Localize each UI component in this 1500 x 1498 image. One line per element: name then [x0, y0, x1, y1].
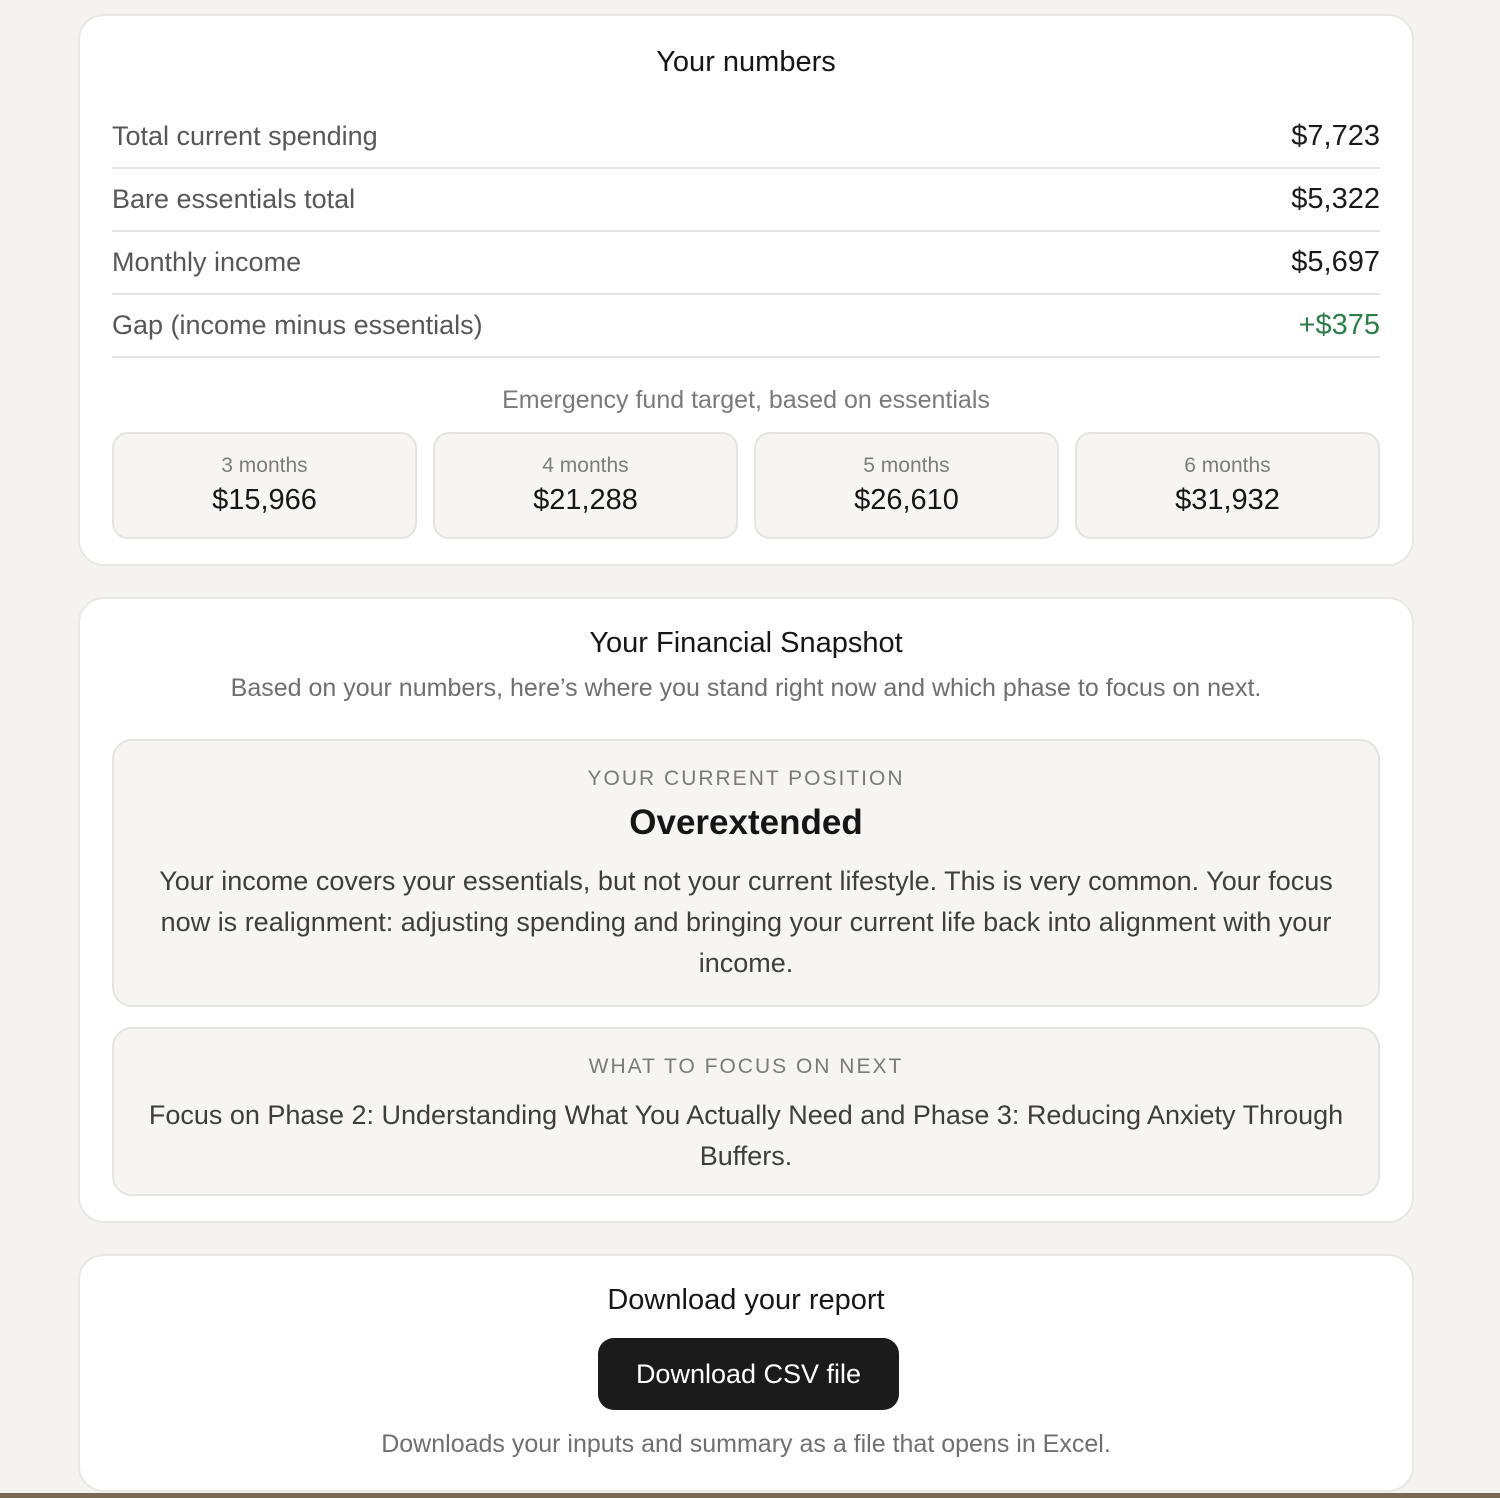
download-title: Download your report: [607, 1284, 885, 1316]
download-csv-button[interactable]: Download CSV file: [598, 1338, 899, 1410]
row-value: $7,723: [1291, 120, 1380, 152]
row-value: $5,322: [1291, 183, 1380, 215]
row-value: $5,697: [1291, 246, 1380, 278]
focus-next-eyebrow: WHAT TO FOCUS ON NEXT: [588, 1055, 904, 1078]
gap-value: +$375: [1298, 309, 1380, 341]
emergency-fund-tile-3-months: [112, 432, 417, 539]
your-numbers-card: [78, 14, 1414, 566]
tile-months: 6 months: [1184, 454, 1271, 477]
emergency-fund-tile-5-months: [754, 432, 1059, 539]
current-position-eyebrow: YOUR CURRENT POSITION: [587, 767, 905, 790]
numbers-list: [112, 106, 1380, 358]
row-label: Total current spending: [112, 121, 378, 151]
download-note: Downloads your inputs and summary as a file that opens in Excel.: [381, 1430, 1111, 1458]
tile-months: 4 months: [542, 454, 629, 477]
current-position-heading: Overextended: [629, 803, 863, 842]
financial-snapshot-card: [78, 597, 1414, 1223]
snapshot-title: Your Financial Snapshot: [589, 627, 903, 659]
row-label: Gap (income minus essentials): [112, 310, 483, 340]
tile-amount: $31,932: [1175, 484, 1280, 516]
emergency-fund-grid: [112, 432, 1380, 539]
focus-next-body: Focus on Phase 2: Understanding What You Actually Need and Phase 3: Reducing Anxiety Through Buffers.: [148, 1100, 1344, 1171]
emergency-fund-tile-4-months: [433, 432, 738, 539]
your-numbers-title: Your numbers: [656, 46, 836, 78]
row-gap: [112, 295, 1380, 358]
row-monthly-income: [112, 232, 1380, 295]
emergency-fund-caption: Emergency fund target, based on essentials: [502, 386, 990, 414]
snapshot-subtitle: Based on your numbers, here’s where you stand right now and which phase to focus on next.: [230, 674, 1262, 702]
tile-amount: $26,610: [854, 484, 959, 516]
tile-months: 3 months: [221, 454, 308, 477]
row-label: Bare essentials total: [112, 184, 356, 214]
focus-next-panel: [112, 1027, 1380, 1196]
current-position-body: Your income covers your essentials, but not your current lifestyle. This is very common. Your focus now is realignment: adjusting spending and bringing your current life back into alignment with your income.: [159, 866, 1333, 978]
row-bare-essentials-total: [112, 169, 1380, 232]
row-label: Monthly income: [112, 247, 302, 277]
tile-amount: $21,288: [533, 484, 638, 516]
emergency-fund-tile-6-months: [1075, 432, 1380, 539]
row-total-current-spending: [112, 106, 1380, 169]
bottom-edge-strip: [0, 1493, 1500, 1498]
tile-amount: $15,966: [212, 484, 317, 516]
download-report-card: [78, 1254, 1414, 1492]
tile-months: 5 months: [863, 454, 950, 477]
current-position-panel: [112, 739, 1380, 1007]
